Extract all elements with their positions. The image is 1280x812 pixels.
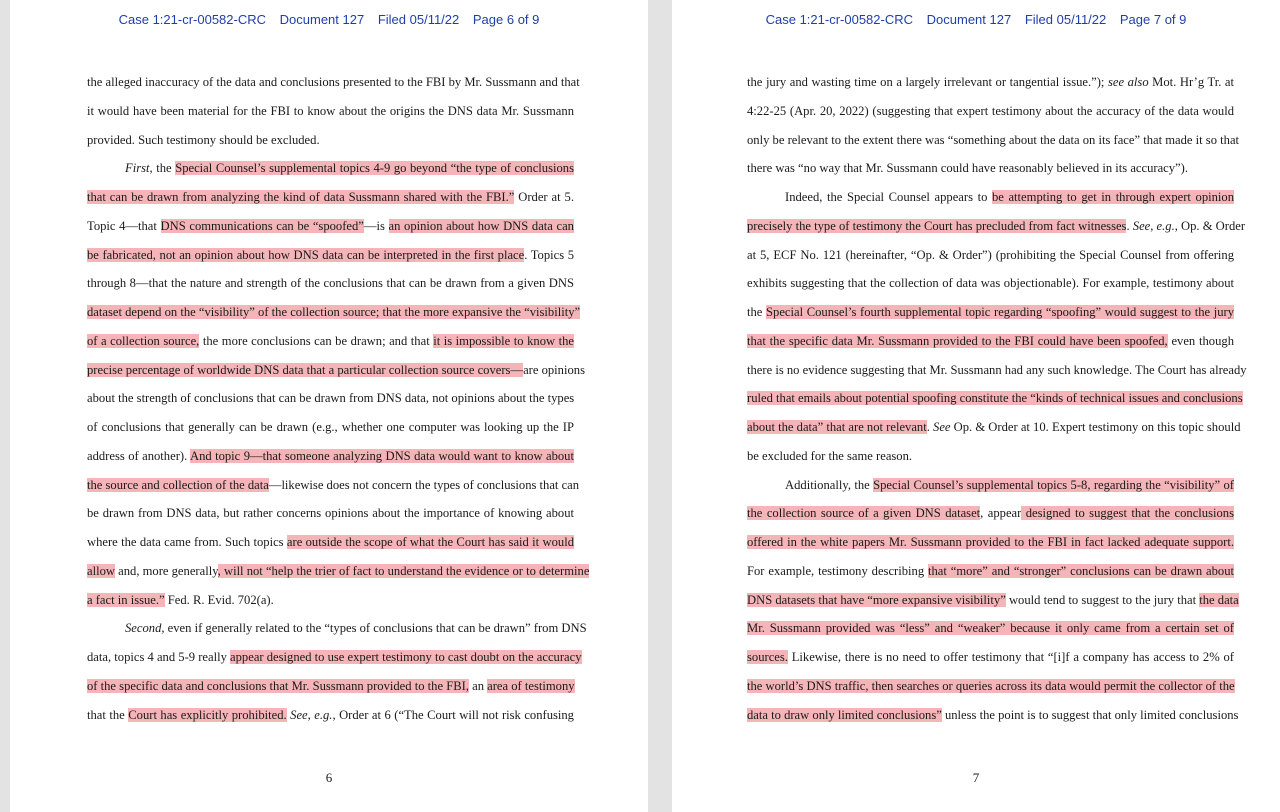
highlighted-text: dataset depend on the “visibility” of the collection source; that the more expansive the “visibility” bbox=[87, 305, 581, 319]
highlighted-text: the world’s DNS traffic, then searches or queries across its data would permit the collector of the bbox=[747, 678, 1235, 693]
text-line bbox=[87, 154, 574, 183]
text-line bbox=[747, 586, 1239, 615]
text-line bbox=[87, 672, 574, 701]
highlighted-text: Special Counsel’s supplemental topics 5-8, regarding the “visibility” of bbox=[873, 477, 1234, 492]
highlighted-text: Special Counsel’s fourth supplemental topic regarding “spoofing” would suggest to the jury bbox=[766, 305, 1234, 319]
highlighted-text: , will not “help the trier of fact to understand the evidence or to determine bbox=[217, 563, 590, 578]
text-run: , even if generally related to the “types of conclusions that can be drawn” from DNS bbox=[161, 621, 587, 636]
text-run: Indeed, the Special Counsel appears to bbox=[785, 190, 992, 204]
text-run: the jury and wasting time on a largely irrelevant or tangential issue.”); bbox=[747, 75, 1108, 89]
text-line bbox=[747, 643, 1234, 672]
page-number: 6 bbox=[325, 770, 333, 785]
highlighted-text: Special Counsel’s supplemental topics 4-9 go beyond “the type of conclusions bbox=[175, 161, 574, 176]
text-run: Mot. Hr’g Tr. at bbox=[1148, 75, 1234, 89]
highlighted-text: Mr. Sussmann provided was “less” and “weaker” because it only came from a certain set of bbox=[747, 621, 1234, 636]
text-run: —is bbox=[363, 218, 389, 233]
highlighted-text: an opinion about how DNS data can bbox=[388, 218, 574, 233]
text-run: only be relevant to the extent there was “something about the data on its face” that made it so that bbox=[747, 132, 1240, 147]
text-line bbox=[87, 413, 574, 442]
page-number: 7 bbox=[972, 770, 980, 785]
text-line bbox=[747, 614, 1234, 643]
text-run: , appear bbox=[980, 506, 1022, 521]
document-number: Document 127 bbox=[926, 12, 1012, 27]
text-line bbox=[747, 327, 1234, 356]
text-line bbox=[747, 384, 1243, 413]
text-line bbox=[747, 557, 1234, 586]
text-run: see also bbox=[1107, 75, 1149, 89]
text-run: Fed. R. Evid. 702(a). bbox=[164, 592, 274, 607]
highlighted-text: be fabricated, not an opinion about how DNS data can be interpreted in the first place bbox=[87, 247, 525, 262]
highlighted-text: designed to suggest that the conclusions bbox=[1021, 506, 1234, 521]
highlighted-text: Court has explicitly prohibited. bbox=[128, 707, 287, 722]
text-run: unless the point is to suggest that only limited conclusions bbox=[941, 707, 1239, 722]
highlighted-text: of the specific data and conclusions that Mr. Sussmann provided to the FBI, bbox=[87, 678, 469, 693]
text-line bbox=[87, 183, 574, 212]
text-run: of conclusions that generally can be drawn (e.g., whether one computer was looking up the IP bbox=[87, 420, 574, 434]
text-line bbox=[87, 68, 580, 97]
highlighted-text: are outside the scope of what the Court has said it would bbox=[286, 535, 574, 549]
highlighted-text: DNS communications can be “spoofed” bbox=[160, 218, 364, 233]
text-run: about the strength of conclusions that can be drawn from DNS data, not opinions about the types bbox=[87, 391, 575, 406]
highlighted-text: it is impossible to know the bbox=[433, 333, 574, 348]
text-line bbox=[747, 241, 1234, 270]
text-run: data, topics 4 and 5-9 really bbox=[87, 650, 231, 664]
text-run: , Order at 6 (“The Court will not risk confusing bbox=[332, 707, 574, 722]
text-run: 4:22-25 (Apr. 20, 2022) (suggesting that expert testimony about the accuracy of the data would bbox=[747, 103, 1234, 118]
highlighted-text: that the specific data Mr. Sussmann provided to the FBI could have been spoofed, bbox=[747, 333, 1168, 348]
highlighted-text: the source and collection of the data bbox=[87, 477, 269, 492]
text-line bbox=[747, 701, 1239, 730]
text-run: , the bbox=[149, 161, 176, 176]
highlighted-text: be attempting to get in through expert opinion bbox=[991, 190, 1235, 204]
text-run: See, e.g. bbox=[290, 707, 333, 722]
text-run: there is no evidence suggesting that Mr. Sussmann had any such knowledge. The Court has already bbox=[747, 362, 1247, 377]
text-line bbox=[747, 154, 1234, 183]
text-line bbox=[747, 413, 1241, 442]
text-run: would tend to suggest to the jury that bbox=[1005, 592, 1200, 607]
document-number: Document 127 bbox=[279, 12, 365, 27]
text-run: through 8—that the nature and strength of the conclusions that can be drawn from a given DNS bbox=[87, 276, 574, 291]
text-line bbox=[87, 499, 574, 528]
text-run: there was “no way that Mr. Sussmann could have reasonably believed in its accuracy”). bbox=[747, 161, 1188, 176]
highlighted-text: And topic 9—that someone analyzing DNS data would want to know about bbox=[189, 448, 574, 463]
text-run: be excluded for the same reason. bbox=[747, 448, 913, 463]
text-run: —likewise does not concern the types of conclusions that can bbox=[268, 477, 580, 492]
page-header bbox=[10, 12, 648, 27]
text-run: address of another). bbox=[87, 448, 190, 463]
text-run: . Topics 5 bbox=[524, 247, 574, 262]
text-run: the alleged inaccuracy of the data and conclusions presented to the FBI by Mr. Sussmann and that bbox=[87, 75, 580, 89]
text-run: See bbox=[933, 420, 951, 434]
text-line bbox=[87, 643, 582, 672]
highlighted-text: allow bbox=[87, 563, 115, 578]
text-line bbox=[747, 183, 1234, 212]
case-number: Case 1:21-cr-00582-CRC bbox=[118, 12, 267, 27]
text-line bbox=[87, 269, 574, 298]
text-run: Op. & Order at 10. Expert testimony on this topic should bbox=[950, 420, 1241, 434]
text-run: the bbox=[747, 305, 767, 319]
text-run: Second bbox=[125, 621, 162, 636]
text-line bbox=[87, 614, 587, 643]
text-line bbox=[87, 471, 580, 500]
text-run: it would have been material for the FBI to know about the origins the DNS data Mr. Sussmann bbox=[87, 103, 574, 118]
highlighted-text: the collection source of a given DNS dataset bbox=[747, 506, 981, 521]
text-line bbox=[747, 269, 1234, 298]
text-run: Likewise, there is no need to offer testimony that “[i]f a company has access to 2% of bbox=[787, 650, 1234, 664]
text-run: Additionally, the bbox=[785, 477, 874, 492]
text-run: be drawn from DNS data, but rather concerns opinions about the importance of knowing about bbox=[87, 506, 574, 521]
filed-date: Filed 05/11/22 bbox=[1024, 12, 1107, 27]
highlighted-text: offered in the white papers Mr. Sussmann provided to the FBI in fact lacked adequate support. bbox=[747, 535, 1234, 549]
document-page-6 bbox=[10, 0, 648, 812]
text-line bbox=[87, 298, 581, 327]
highlighted-text: precisely the type of testimony the Court has precluded from fact witnesses bbox=[747, 218, 1127, 233]
highlighted-text: precise percentage of worldwide DNS data that a particular collection source covers— bbox=[87, 362, 524, 377]
text-run: an bbox=[468, 678, 488, 693]
page-of: Page 6 of 9 bbox=[472, 12, 540, 27]
text-line bbox=[747, 471, 1234, 500]
highlighted-text: that can be drawn from analyzing the kind of data Sussmann shared with the FBI.” bbox=[87, 190, 515, 204]
page-of: Page 7 of 9 bbox=[1119, 12, 1187, 27]
page-header bbox=[672, 12, 1280, 27]
text-run: where the data came from. Such topics bbox=[87, 535, 287, 549]
text-run: provided. Such testimony should be excluded. bbox=[87, 132, 320, 147]
text-line bbox=[747, 356, 1247, 385]
highlighted-text: data to draw only limited conclusions” bbox=[747, 707, 942, 722]
text-run: at 5, ECF No. 121 (hereinafter, “Op. & Order”) (prohibiting the Special Counsel from offering bbox=[747, 247, 1234, 262]
text-line bbox=[747, 672, 1234, 701]
highlighted-text: ruled that emails about potential spoofing constitute the “kinds of technical issues and conclusions bbox=[747, 391, 1243, 406]
text-run: See, e.g. bbox=[1132, 218, 1175, 233]
text-run: exhibits suggesting that the collection of data was objectionable). For example, testimony about bbox=[747, 276, 1234, 291]
text-line bbox=[747, 298, 1234, 327]
highlighted-text: that “more” and “stronger” conclusions can be drawn about bbox=[928, 563, 1234, 578]
text-run: , Op. & Order bbox=[1174, 218, 1246, 233]
text-line bbox=[87, 528, 574, 557]
text-line bbox=[87, 557, 590, 586]
text-run: the more conclusions can be drawn; and that bbox=[199, 333, 434, 348]
text-line bbox=[87, 241, 574, 270]
text-line bbox=[747, 68, 1234, 97]
text-run: . bbox=[1126, 218, 1133, 233]
text-line bbox=[87, 97, 574, 126]
text-line bbox=[747, 499, 1234, 528]
text-run: even though bbox=[1167, 333, 1234, 348]
text-line bbox=[87, 442, 574, 471]
text-line bbox=[747, 442, 1234, 471]
highlighted-text: sources. bbox=[747, 650, 788, 664]
text-run: First bbox=[125, 161, 150, 176]
highlighted-text: about the data” that are not relevant bbox=[747, 420, 927, 434]
highlighted-text: area of testimony bbox=[487, 678, 575, 693]
text-line bbox=[747, 528, 1234, 557]
text-run: . bbox=[926, 420, 934, 434]
highlighted-text: of a collection source, bbox=[87, 333, 200, 348]
text-run: are opinions bbox=[523, 362, 585, 377]
text-line bbox=[87, 126, 574, 155]
text-line bbox=[87, 384, 574, 413]
document-page-7 bbox=[672, 0, 1280, 812]
text-line bbox=[87, 701, 574, 730]
case-number: Case 1:21-cr-00582-CRC bbox=[765, 12, 914, 27]
text-run: that the bbox=[87, 707, 129, 722]
highlighted-text: the data bbox=[1199, 592, 1239, 607]
text-run: Topic 4—that bbox=[87, 218, 161, 233]
text-line bbox=[747, 126, 1240, 155]
text-line bbox=[747, 97, 1234, 126]
highlighted-text: a fact in issue.” bbox=[87, 592, 165, 607]
text-run: Order at 5. bbox=[514, 190, 574, 204]
highlighted-text: appear designed to use expert testimony to cast doubt on the accuracy bbox=[230, 650, 582, 664]
text-run: For example, testimony describing bbox=[747, 563, 929, 578]
filed-date: Filed 05/11/22 bbox=[377, 12, 460, 27]
highlighted-text: DNS datasets that have “more expansive visibility” bbox=[747, 592, 1006, 607]
text-line bbox=[87, 586, 574, 615]
text-line bbox=[747, 212, 1246, 241]
text-run: and, more generally bbox=[114, 563, 218, 578]
text-line bbox=[87, 356, 585, 385]
text-line bbox=[87, 327, 574, 356]
text-line bbox=[87, 212, 574, 241]
